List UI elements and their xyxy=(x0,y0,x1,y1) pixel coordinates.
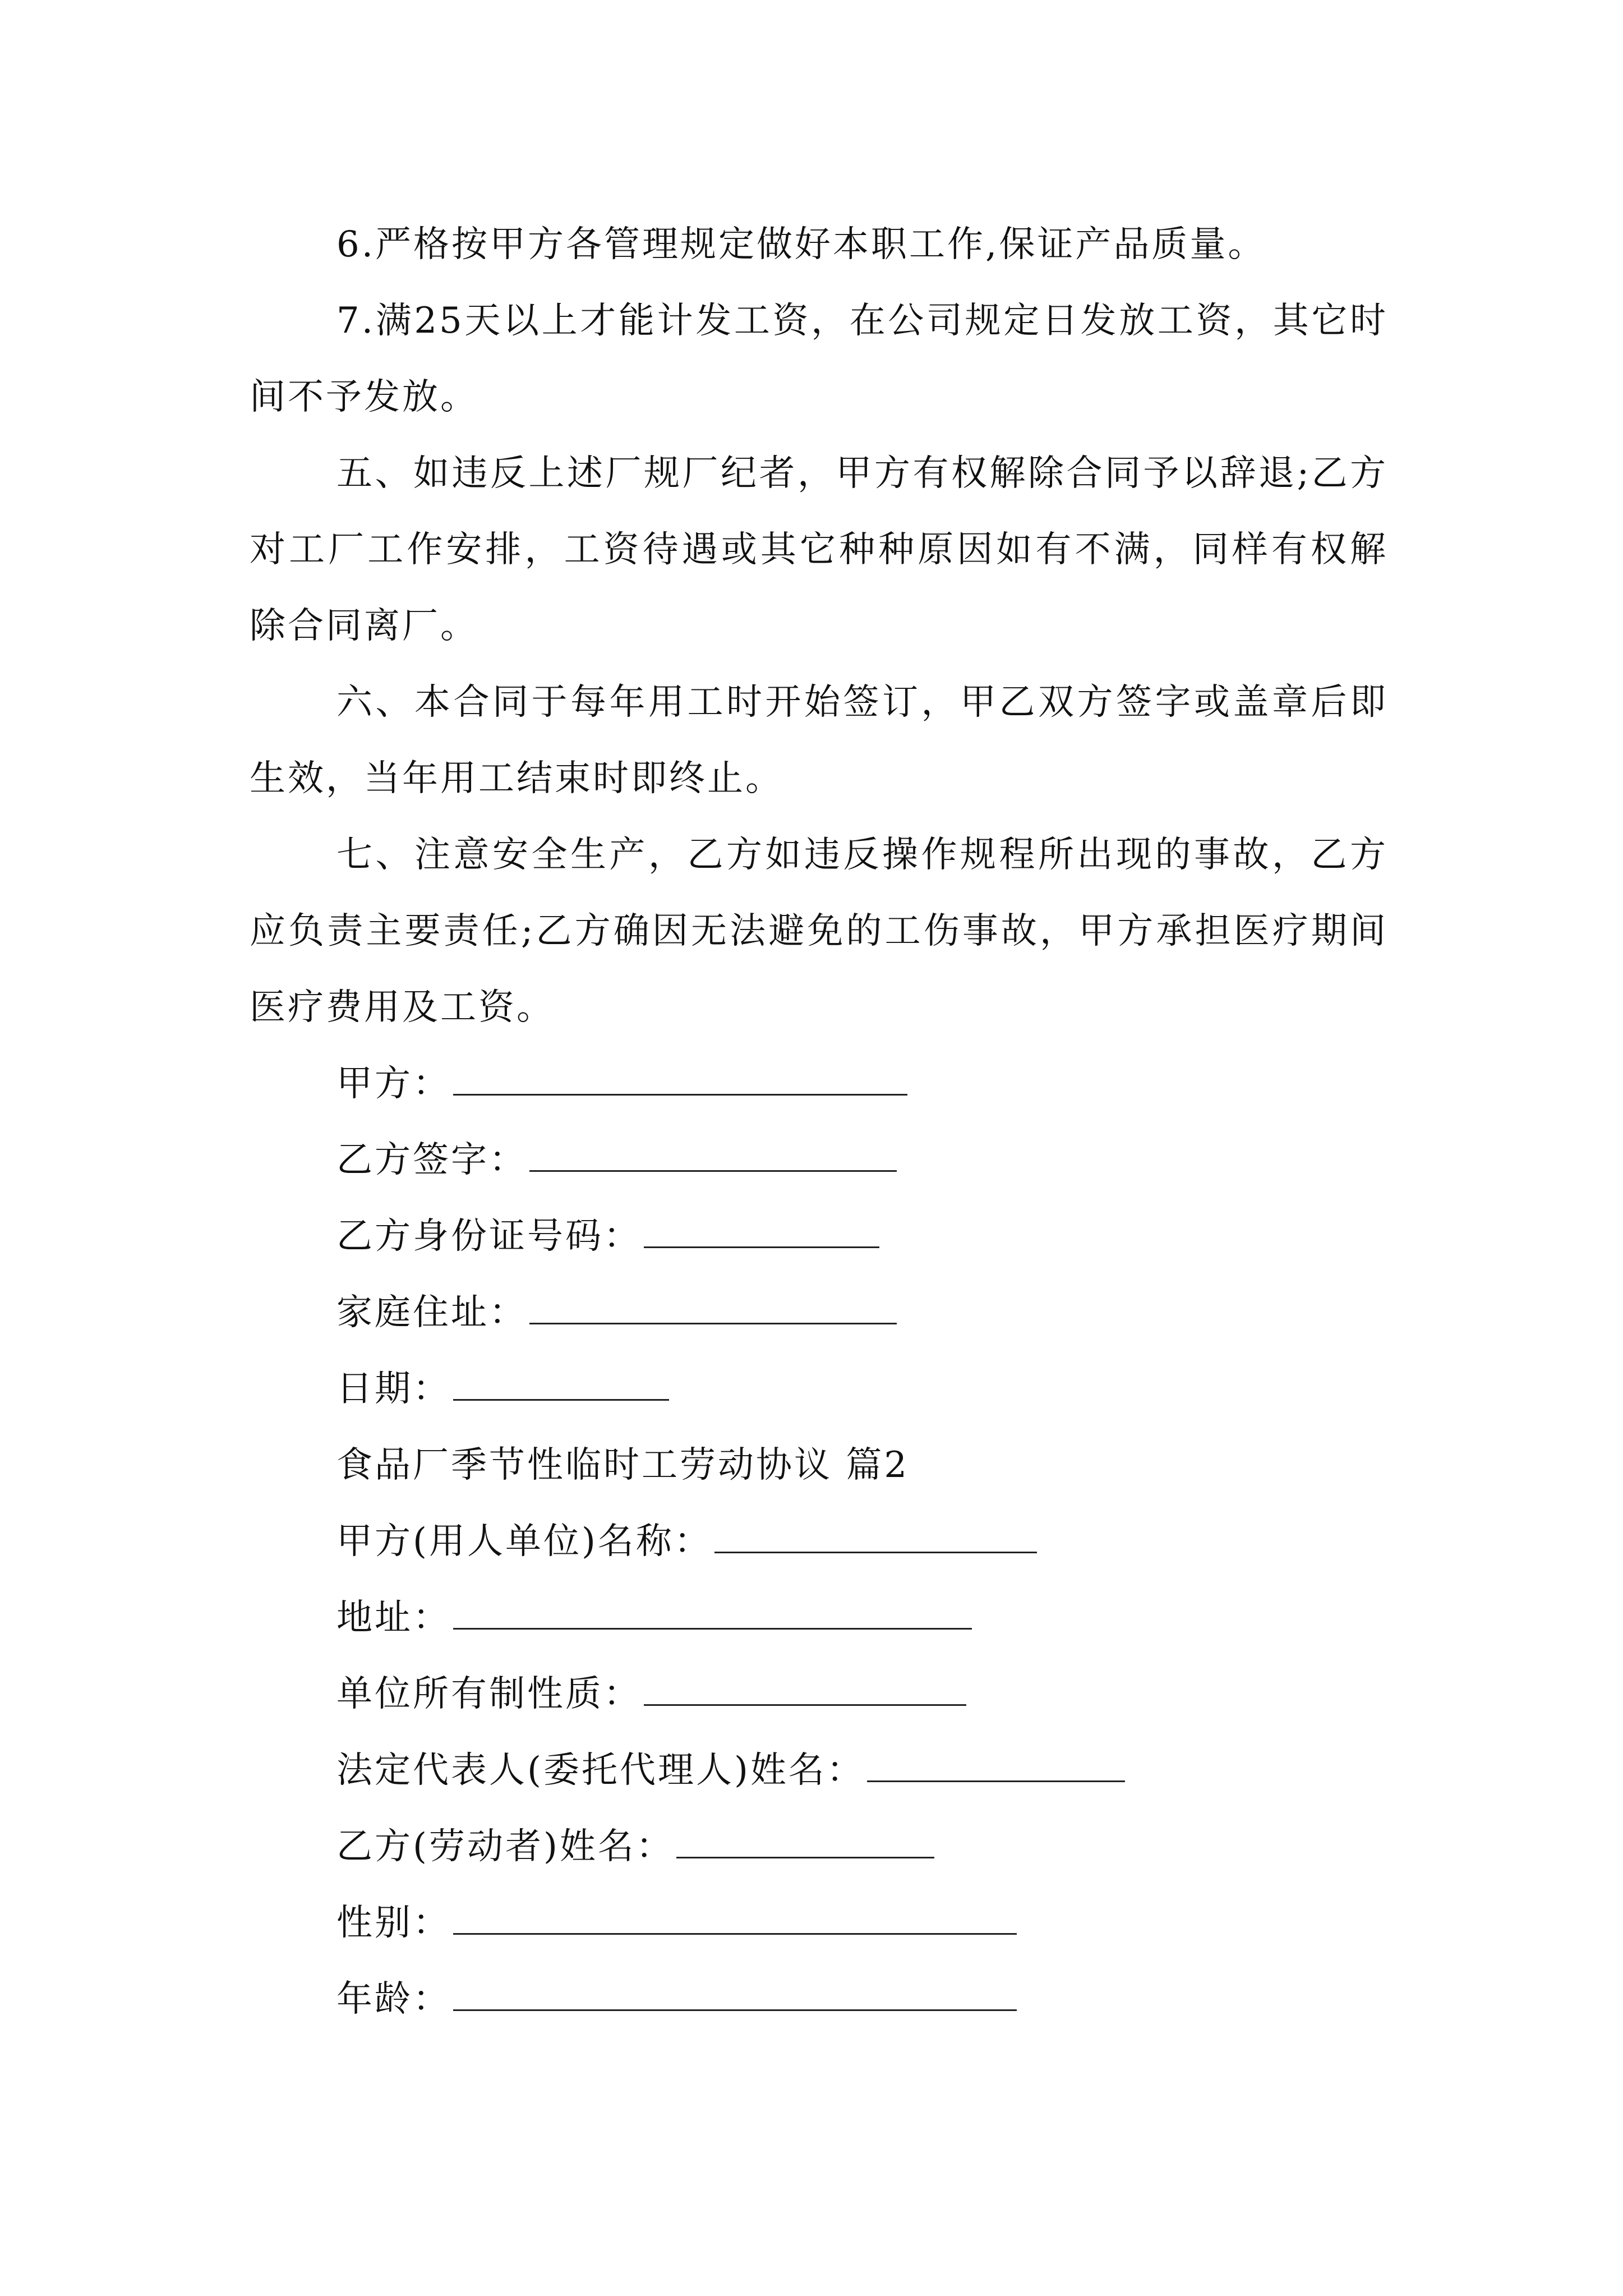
employer-name-label: 甲方(用人单位)名称： xyxy=(336,1521,712,1562)
date-blank[interactable] xyxy=(453,1377,669,1401)
section-6-paragraph: 六、本合同于每年用工时开始签订，甲乙双方签字或盖章后即生效，当年用工结束时即终止。 xyxy=(250,682,1388,799)
legal-representative-label: 法定代表人(委托代理人)姓名： xyxy=(336,1750,865,1791)
address-label: 地址： xyxy=(336,1597,451,1639)
ownership-type-label: 单位所有制性质： xyxy=(336,1673,642,1715)
party-b-id-label: 乙方身份证号码： xyxy=(336,1216,642,1257)
date-line xyxy=(336,1351,669,1427)
home-address-line xyxy=(336,1274,897,1351)
gender-blank[interactable] xyxy=(453,1911,1017,1935)
legal-representative-line xyxy=(336,1732,1125,1809)
home-address-label: 家庭住址： xyxy=(336,1292,527,1333)
party-a-blank[interactable] xyxy=(453,1071,907,1096)
party-b-signature-line xyxy=(336,1122,897,1198)
ownership-type-line xyxy=(336,1656,966,1732)
legal-representative-blank[interactable] xyxy=(867,1758,1125,1782)
address-blank[interactable] xyxy=(453,1605,972,1630)
gender-label: 性别： xyxy=(336,1902,451,1944)
clause-7-paragraph: 7.满25天以上才能计发工资，在公司规定日发放工资，其它时间不予发放。 xyxy=(250,300,1388,418)
gender-line xyxy=(336,1885,1017,1961)
age-label: 年龄： xyxy=(336,1978,451,2020)
section-5-paragraph: 五、如违反上述厂规厂纪者，甲方有权解除合同予以辞退;乙方对工厂工作安排，工资待遇或其它种种原因如有不满，同样有权解除合同离厂。 xyxy=(250,453,1388,647)
party-b-id-line xyxy=(336,1198,879,1274)
party-a-signature-line xyxy=(336,1046,907,1122)
employer-name-blank[interactable] xyxy=(714,1529,1037,1553)
party-b-id-blank[interactable] xyxy=(644,1224,879,1248)
party-b-signature-blank[interactable] xyxy=(529,1148,897,1172)
employer-name-line xyxy=(336,1503,1037,1580)
worker-name-label: 乙方(劳动者)姓名： xyxy=(336,1826,674,1867)
clause-6-paragraph: 6.严格按甲方各管理规定做好本职工作,保证产品质量。 xyxy=(336,224,1266,265)
date-label: 日期： xyxy=(336,1368,451,1410)
worker-name-blank[interactable] xyxy=(676,1834,934,1858)
age-line xyxy=(336,1961,1017,2037)
worker-name-line xyxy=(336,1809,934,1885)
home-address-blank[interactable] xyxy=(529,1300,897,1324)
section-7-paragraph: 七、注意安全生产，乙方如违反操作规程所出现的事故，乙方应负责主要责任;乙方确因无法避免的工伤事故，甲方承担医疗期间医疗费用及工资。 xyxy=(250,834,1388,1028)
ownership-type-blank[interactable] xyxy=(644,1682,966,1706)
age-blank[interactable] xyxy=(453,1987,1017,2011)
party-a-label: 甲方： xyxy=(336,1063,451,1105)
section-title: 食品厂季节性临时工劳动协议 篇2 xyxy=(336,1444,910,1486)
address-line xyxy=(336,1580,972,1656)
party-b-signature-label: 乙方签字： xyxy=(336,1139,527,1181)
